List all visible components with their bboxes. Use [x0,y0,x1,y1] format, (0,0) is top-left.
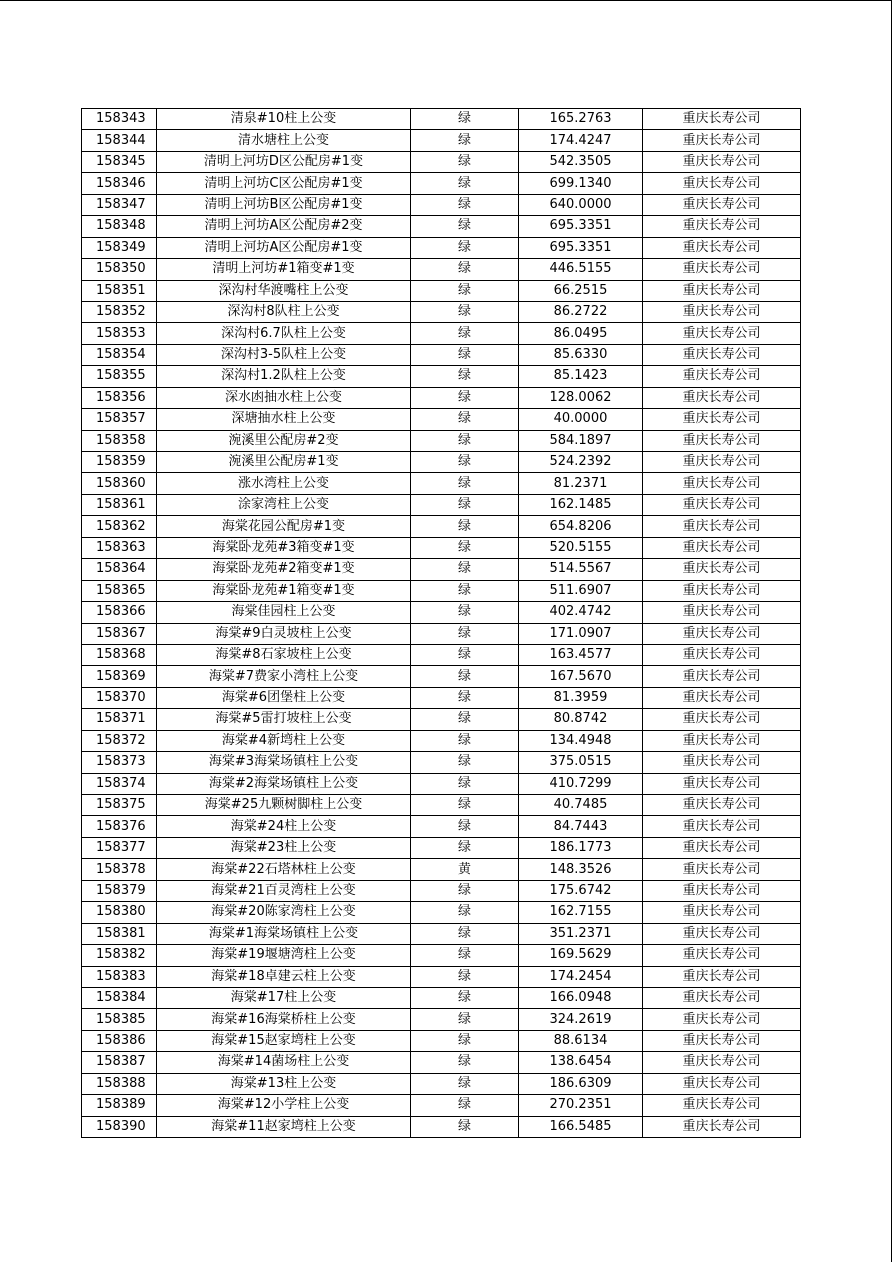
cell-company: 重庆长寿公司 [643,494,801,515]
cell-value: 410.7299 [519,773,643,794]
cell-value: 138.6454 [519,1052,643,1073]
cell-level: 绿 [411,387,519,408]
cell-name: 海棠#15赵家塆柱上公变 [157,1030,411,1051]
table-row [82,452,801,473]
cell-name: 海棠卧龙苑#2箱变#1变 [157,559,411,580]
cell-value: 511.6907 [519,580,643,601]
cell-company: 重庆长寿公司 [643,537,801,558]
cell-name: 深沟村6.7队柱上公变 [157,323,411,344]
cell-level: 绿 [411,1116,519,1137]
cell-name: 海棠#16海棠桥柱上公变 [157,1009,411,1030]
cell-name: 涴溪里公配房#1变 [157,452,411,473]
table-row [82,945,801,966]
cell-name: 深沟村3-5队柱上公变 [157,344,411,365]
cell-level: 黄 [411,859,519,880]
table-row [82,366,801,387]
cell-id: 158343 [82,109,157,130]
cell-value: 186.6309 [519,1073,643,1094]
cell-name: 海棠#19堰塘湾柱上公变 [157,945,411,966]
cell-company: 重庆长寿公司 [643,151,801,172]
table-body [82,109,801,1138]
cell-id: 158346 [82,173,157,194]
cell-company: 重庆长寿公司 [643,966,801,987]
cell-name: 清明上河坊A区公配房#2变 [157,216,411,237]
cell-name: 清明上河坊A区公配房#1变 [157,237,411,258]
transformer-table [81,108,801,1138]
cell-value: 654.8206 [519,516,643,537]
cell-value: 402.4742 [519,602,643,623]
cell-id: 158354 [82,344,157,365]
cell-value: 128.0062 [519,387,643,408]
cell-value: 86.0495 [519,323,643,344]
cell-name: 海棠#18卓建云柱上公变 [157,966,411,987]
table-row [82,1052,801,1073]
cell-id: 158355 [82,366,157,387]
cell-id: 158383 [82,966,157,987]
cell-company: 重庆长寿公司 [643,923,801,944]
cell-level: 绿 [411,923,519,944]
table-row [82,730,801,751]
table-row [82,473,801,494]
cell-company: 重庆长寿公司 [643,1095,801,1116]
cell-name: 海棠佳园柱上公变 [157,602,411,623]
cell-name: 海棠#17柱上公变 [157,987,411,1008]
cell-value: 162.1485 [519,494,643,515]
cell-id: 158369 [82,666,157,687]
cell-level: 绿 [411,752,519,773]
table-row [82,966,801,987]
table-row [82,580,801,601]
cell-company: 重庆长寿公司 [643,666,801,687]
cell-level: 绿 [411,173,519,194]
table-row [82,301,801,322]
cell-company: 重庆长寿公司 [643,366,801,387]
cell-name: 海棠#4新塆柱上公变 [157,730,411,751]
cell-name: 清明上河坊B区公配房#1变 [157,194,411,215]
cell-company: 重庆长寿公司 [643,430,801,451]
table-row [82,1073,801,1094]
cell-level: 绿 [411,237,519,258]
cell-value: 162.7155 [519,902,643,923]
cell-value: 174.4247 [519,130,643,151]
table-row [82,773,801,794]
cell-company: 重庆长寿公司 [643,323,801,344]
cell-company: 重庆长寿公司 [643,580,801,601]
table-row [82,1030,801,1051]
cell-id: 158360 [82,473,157,494]
cell-name: 海棠#12小学柱上公变 [157,1095,411,1116]
cell-value: 524.2392 [519,452,643,473]
table-row [82,1095,801,1116]
cell-id: 158358 [82,430,157,451]
cell-id: 158349 [82,237,157,258]
cell-name: 海棠花园公配房#1变 [157,516,411,537]
cell-id: 158366 [82,602,157,623]
cell-level: 绿 [411,301,519,322]
cell-value: 81.2371 [519,473,643,494]
cell-name: 清泉#10柱上公变 [157,109,411,130]
cell-value: 351.2371 [519,923,643,944]
cell-company: 重庆长寿公司 [643,795,801,816]
cell-name: 海棠#8石家坡柱上公变 [157,644,411,665]
table-row [82,623,801,644]
cell-level: 绿 [411,987,519,1008]
cell-level: 绿 [411,1073,519,1094]
cell-value: 270.2351 [519,1095,643,1116]
cell-level: 绿 [411,259,519,280]
table-row [82,516,801,537]
cell-name: 涨水湾柱上公变 [157,473,411,494]
cell-company: 重庆长寿公司 [643,237,801,258]
cell-level: 绿 [411,452,519,473]
cell-id: 158361 [82,494,157,515]
cell-level: 绿 [411,816,519,837]
table-row [82,409,801,430]
table-row [82,130,801,151]
table-row [82,1009,801,1030]
table-row [82,323,801,344]
cell-name: 海棠#22石塔林柱上公变 [157,859,411,880]
table-row [82,987,801,1008]
cell-name: 海棠#2海棠场镇柱上公变 [157,773,411,794]
cell-value: 699.1340 [519,173,643,194]
cell-name: 海棠#3海棠场镇柱上公变 [157,752,411,773]
cell-id: 158382 [82,945,157,966]
table-row [82,859,801,880]
cell-name: 海棠#7费家小湾柱上公变 [157,666,411,687]
cell-value: 134.4948 [519,730,643,751]
cell-id: 158370 [82,687,157,708]
cell-name: 海棠#9白灵坡柱上公变 [157,623,411,644]
cell-value: 186.1773 [519,837,643,858]
cell-value: 169.5629 [519,945,643,966]
table-row [82,173,801,194]
cell-id: 158368 [82,644,157,665]
cell-value: 324.2619 [519,1009,643,1030]
table-row [82,494,801,515]
cell-id: 158353 [82,323,157,344]
cell-company: 重庆长寿公司 [643,773,801,794]
cell-id: 158384 [82,987,157,1008]
cell-level: 绿 [411,623,519,644]
table-row [82,259,801,280]
cell-level: 绿 [411,1030,519,1051]
cell-level: 绿 [411,494,519,515]
cell-level: 绿 [411,473,519,494]
table-row [82,923,801,944]
table-row [82,216,801,237]
cell-value: 175.6742 [519,880,643,901]
cell-level: 绿 [411,516,519,537]
table-row [82,687,801,708]
cell-value: 85.1423 [519,366,643,387]
cell-company: 重庆长寿公司 [643,280,801,301]
cell-value: 695.3351 [519,237,643,258]
cell-level: 绿 [411,966,519,987]
cell-id: 158351 [82,280,157,301]
cell-level: 绿 [411,773,519,794]
cell-name: 海棠#23柱上公变 [157,837,411,858]
cell-level: 绿 [411,344,519,365]
table-row [82,816,801,837]
cell-level: 绿 [411,216,519,237]
cell-name: 深沟村8队柱上公变 [157,301,411,322]
cell-company: 重庆长寿公司 [643,837,801,858]
cell-level: 绿 [411,666,519,687]
cell-company: 重庆长寿公司 [643,344,801,365]
table-row [82,880,801,901]
cell-company: 重庆长寿公司 [643,1116,801,1137]
cell-id: 158371 [82,709,157,730]
cell-id: 158372 [82,730,157,751]
cell-level: 绿 [411,537,519,558]
cell-company: 重庆长寿公司 [643,752,801,773]
cell-id: 158377 [82,837,157,858]
cell-company: 重庆长寿公司 [643,859,801,880]
table-row [82,837,801,858]
table-row [82,559,801,580]
cell-name: 深沟村1.2队柱上公变 [157,366,411,387]
cell-id: 158356 [82,387,157,408]
cell-id: 158373 [82,752,157,773]
cell-id: 158357 [82,409,157,430]
cell-company: 重庆长寿公司 [643,687,801,708]
table-row [82,237,801,258]
cell-level: 绿 [411,366,519,387]
cell-value: 584.1897 [519,430,643,451]
cell-level: 绿 [411,109,519,130]
cell-level: 绿 [411,409,519,430]
cell-company: 重庆长寿公司 [643,623,801,644]
cell-level: 绿 [411,151,519,172]
cell-name: 海棠#24柱上公变 [157,816,411,837]
cell-value: 375.0515 [519,752,643,773]
cell-value: 84.7443 [519,816,643,837]
cell-value: 171.0907 [519,623,643,644]
cell-name: 海棠卧龙苑#1箱变#1变 [157,580,411,601]
cell-id: 158374 [82,773,157,794]
cell-name: 海棠#1海棠场镇柱上公变 [157,923,411,944]
cell-name: 涴溪里公配房#2变 [157,430,411,451]
cell-level: 绿 [411,323,519,344]
cell-company: 重庆长寿公司 [643,216,801,237]
cell-id: 158352 [82,301,157,322]
cell-level: 绿 [411,280,519,301]
cell-id: 158379 [82,880,157,901]
cell-company: 重庆长寿公司 [643,1009,801,1030]
table-row [82,1116,801,1137]
cell-id: 158348 [82,216,157,237]
table-row [82,194,801,215]
cell-value: 85.6330 [519,344,643,365]
cell-value: 640.0000 [519,194,643,215]
cell-id: 158375 [82,795,157,816]
cell-level: 绿 [411,430,519,451]
cell-level: 绿 [411,602,519,623]
cell-company: 重庆长寿公司 [643,259,801,280]
cell-value: 66.2515 [519,280,643,301]
cell-level: 绿 [411,880,519,901]
cell-level: 绿 [411,580,519,601]
table-row [82,387,801,408]
cell-name: 深塘抽水柱上公变 [157,409,411,430]
cell-company: 重庆长寿公司 [643,1073,801,1094]
cell-company: 重庆长寿公司 [643,452,801,473]
table-row [82,537,801,558]
table-row [82,280,801,301]
cell-name: 海棠#20陈家湾柱上公变 [157,902,411,923]
cell-id: 158380 [82,902,157,923]
cell-level: 绿 [411,130,519,151]
cell-level: 绿 [411,837,519,858]
cell-company: 重庆长寿公司 [643,473,801,494]
cell-id: 158350 [82,259,157,280]
cell-name: 深沟村华渡嘴柱上公变 [157,280,411,301]
cell-id: 158381 [82,923,157,944]
cell-company: 重庆长寿公司 [643,173,801,194]
cell-id: 158364 [82,559,157,580]
table-row [82,752,801,773]
cell-company: 重庆长寿公司 [643,516,801,537]
table-row [82,644,801,665]
table-row [82,666,801,687]
cell-level: 绿 [411,194,519,215]
cell-value: 165.2763 [519,109,643,130]
cell-id: 158359 [82,452,157,473]
cell-company: 重庆长寿公司 [643,409,801,430]
cell-company: 重庆长寿公司 [643,816,801,837]
table-row [82,109,801,130]
table-row [82,709,801,730]
cell-value: 695.3351 [519,216,643,237]
cell-value: 166.0948 [519,987,643,1008]
cell-id: 158388 [82,1073,157,1094]
cell-company: 重庆长寿公司 [643,301,801,322]
cell-id: 158347 [82,194,157,215]
cell-company: 重庆长寿公司 [643,902,801,923]
cell-level: 绿 [411,1095,519,1116]
cell-name: 海棠#14菌场柱上公变 [157,1052,411,1073]
cell-name: 海棠#13柱上公变 [157,1073,411,1094]
cell-id: 158345 [82,151,157,172]
cell-company: 重庆长寿公司 [643,709,801,730]
cell-id: 158362 [82,516,157,537]
cell-value: 446.5155 [519,259,643,280]
cell-level: 绿 [411,644,519,665]
table-row [82,151,801,172]
cell-value: 520.5155 [519,537,643,558]
cell-value: 40.0000 [519,409,643,430]
cell-value: 514.5567 [519,559,643,580]
cell-name: 海棠卧龙苑#3箱变#1变 [157,537,411,558]
cell-level: 绿 [411,559,519,580]
cell-id: 158387 [82,1052,157,1073]
cell-level: 绿 [411,687,519,708]
cell-level: 绿 [411,1052,519,1073]
cell-name: 海棠#5雷打坡柱上公变 [157,709,411,730]
cell-value: 542.3505 [519,151,643,172]
cell-company: 重庆长寿公司 [643,387,801,408]
cell-id: 158378 [82,859,157,880]
cell-level: 绿 [411,730,519,751]
cell-value: 86.2722 [519,301,643,322]
cell-company: 重庆长寿公司 [643,602,801,623]
cell-value: 148.3526 [519,859,643,880]
cell-level: 绿 [411,945,519,966]
cell-name: 清明上河坊#1箱变#1变 [157,259,411,280]
cell-company: 重庆长寿公司 [643,945,801,966]
cell-value: 167.5670 [519,666,643,687]
cell-company: 重庆长寿公司 [643,130,801,151]
cell-name: 海棠#6团堡柱上公变 [157,687,411,708]
cell-name: 涂家湾柱上公变 [157,494,411,515]
cell-company: 重庆长寿公司 [643,644,801,665]
cell-value: 80.8742 [519,709,643,730]
cell-name: 深水凼抽水柱上公变 [157,387,411,408]
cell-company: 重庆长寿公司 [643,109,801,130]
table-row [82,602,801,623]
table-row [82,795,801,816]
cell-value: 174.2454 [519,966,643,987]
table-row [82,344,801,365]
cell-id: 158365 [82,580,157,601]
cell-name: 海棠#25九颗树脚柱上公变 [157,795,411,816]
cell-id: 158389 [82,1095,157,1116]
table-row [82,430,801,451]
cell-id: 158390 [82,1116,157,1137]
cell-value: 81.3959 [519,687,643,708]
cell-level: 绿 [411,795,519,816]
cell-level: 绿 [411,1009,519,1030]
cell-level: 绿 [411,709,519,730]
cell-name: 清明上河坊D区公配房#1变 [157,151,411,172]
cell-value: 163.4577 [519,644,643,665]
cell-id: 158386 [82,1030,157,1051]
cell-value: 40.7485 [519,795,643,816]
cell-company: 重庆长寿公司 [643,559,801,580]
cell-id: 158376 [82,816,157,837]
cell-company: 重庆长寿公司 [643,194,801,215]
cell-id: 158363 [82,537,157,558]
cell-company: 重庆长寿公司 [643,880,801,901]
cell-level: 绿 [411,902,519,923]
cell-name: 清明上河坊C区公配房#1变 [157,173,411,194]
cell-id: 158367 [82,623,157,644]
cell-name: 海棠#11赵家塆柱上公变 [157,1116,411,1137]
page-top-border [0,0,892,1]
cell-company: 重庆长寿公司 [643,1052,801,1073]
cell-value: 88.6134 [519,1030,643,1051]
cell-id: 158344 [82,130,157,151]
cell-name: 海棠#21百灵湾柱上公变 [157,880,411,901]
cell-name: 清水塘柱上公变 [157,130,411,151]
table-row [82,902,801,923]
cell-value: 166.5485 [519,1116,643,1137]
cell-company: 重庆长寿公司 [643,1030,801,1051]
cell-company: 重庆长寿公司 [643,730,801,751]
cell-company: 重庆长寿公司 [643,987,801,1008]
cell-id: 158385 [82,1009,157,1030]
